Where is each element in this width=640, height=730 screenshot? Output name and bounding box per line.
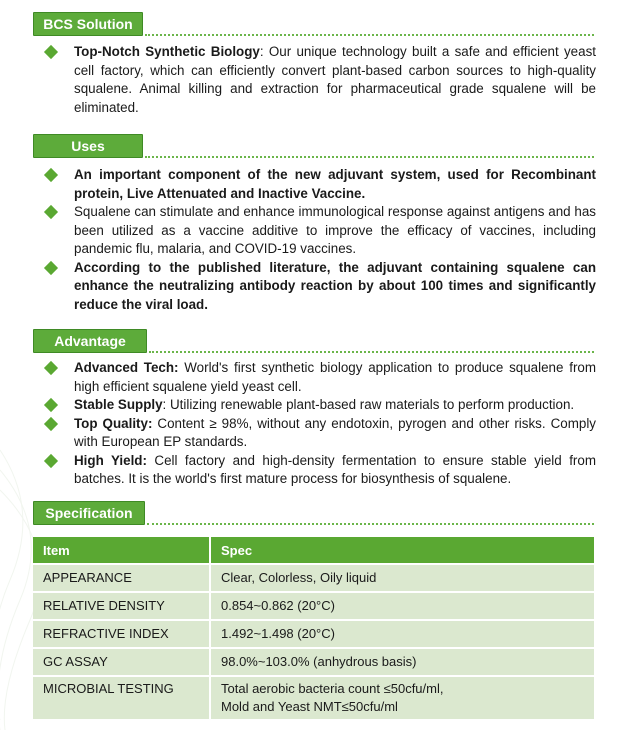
diamond-bullet-icon [44, 453, 58, 467]
list-item [44, 359, 596, 396]
advantage-list [44, 359, 596, 489]
column-header-spec: Spec [210, 537, 594, 564]
diamond-bullet-icon [44, 260, 58, 274]
table-cell-item: RELATIVE DENSITY [33, 592, 210, 620]
table-row [33, 564, 594, 592]
item-text: Squalene can stimulate and enhance immunological response against antigens and has been utilized as a vaccine additive to improve the efficacy of vaccines, including pandemic flu, malaria, and COVID-19 vaccines. [74, 204, 596, 256]
diamond-bullet-icon [44, 416, 58, 430]
item-lead: High Yield: [74, 452, 147, 468]
table-cell-item: REFRACTIVE INDEX [33, 620, 210, 648]
table-cell-spec: 0.854~0.862 (20°C) [210, 592, 594, 620]
item-text: : Utilizing renewable plant-based raw materials to perform production. [162, 397, 575, 412]
list-item [44, 396, 596, 415]
uses-list [44, 166, 596, 314]
diamond-bullet-icon [44, 168, 58, 182]
section-title: Specification [33, 501, 145, 525]
table-cell-spec: Clear, Colorless, Oily liquid [210, 564, 594, 592]
table-row [33, 592, 594, 620]
section-header-uses [33, 134, 594, 158]
table-cell-spec [210, 676, 594, 720]
item-lead: Stable Supply [74, 397, 163, 412]
section-divider [145, 156, 594, 158]
diamond-bullet-icon [44, 398, 58, 412]
list-item [44, 166, 596, 203]
section-title: BCS Solution [33, 12, 143, 36]
section-header-bcs [33, 12, 594, 36]
item-text: Content ≥ 98%, without any endotoxin, pyrogen and other risks. Comply with European EP standards. [74, 415, 596, 449]
specification-table [33, 537, 594, 721]
section-header-specification [33, 501, 594, 525]
item-lead: Top-Notch Synthetic Biology [74, 44, 260, 59]
item-lead: Top Quality: [74, 415, 153, 431]
section-title: Advantage [33, 329, 147, 353]
list-item [44, 259, 596, 315]
section-divider [149, 351, 594, 353]
item-lead: Advanced Tech: [74, 360, 179, 375]
item-text: : Our unique technology built a safe and efficient yeast cell factory, which can efficiently convert plant-based carbon sources to high-quality squalene. Animal killing and extraction for pharmaceutical grade squalene will be eliminated. [74, 44, 596, 115]
table-row [33, 676, 594, 720]
table-cell-spec: 98.0%~103.0% (anhydrous basis) [210, 648, 594, 676]
table-header-row [33, 537, 594, 564]
table-cell-spec: 1.492~1.498 (20°C) [210, 620, 594, 648]
spec-line: Mold and Yeast NMT≤50cfu/ml [221, 699, 398, 714]
item-text: An important component of the new adjuvant system, used for Recombinant protein, Live Attenuated and Inactive Vaccine. [74, 167, 596, 201]
spec-line: Total aerobic bacteria count ≤50cfu/ml, [221, 681, 444, 696]
column-header-item: Item [33, 537, 210, 564]
bcs-list [44, 43, 596, 117]
table-row [33, 620, 594, 648]
item-text: Cell factory and high-density fermentation to ensure stable yield from batches. It is the world's first mature process for biosynthesis of squalene. [74, 452, 596, 486]
section-title: Uses [33, 134, 143, 158]
diamond-bullet-icon [44, 205, 58, 219]
section-divider [147, 523, 594, 525]
table-cell-item: APPEARANCE [33, 564, 210, 592]
diamond-bullet-icon [44, 361, 58, 375]
list-item [44, 452, 596, 489]
list-item [44, 43, 596, 117]
section-header-advantage [33, 329, 594, 353]
item-text: World's first synthetic biology application to produce squalene from high efficient squalene yield yeast cell. [74, 360, 597, 394]
list-item [44, 203, 596, 259]
item-text: According to the published literature, the adjuvant containing squalene can enhance the neutralizing antibody reaction by about 100 times and significantly reduce the viral load. [74, 259, 596, 312]
table-cell-item: MICROBIAL TESTING [33, 676, 210, 720]
table-row [33, 648, 594, 676]
diamond-bullet-icon [44, 45, 58, 59]
section-divider [145, 34, 594, 36]
table-cell-item: GC ASSAY [33, 648, 210, 676]
list-item [44, 415, 596, 452]
